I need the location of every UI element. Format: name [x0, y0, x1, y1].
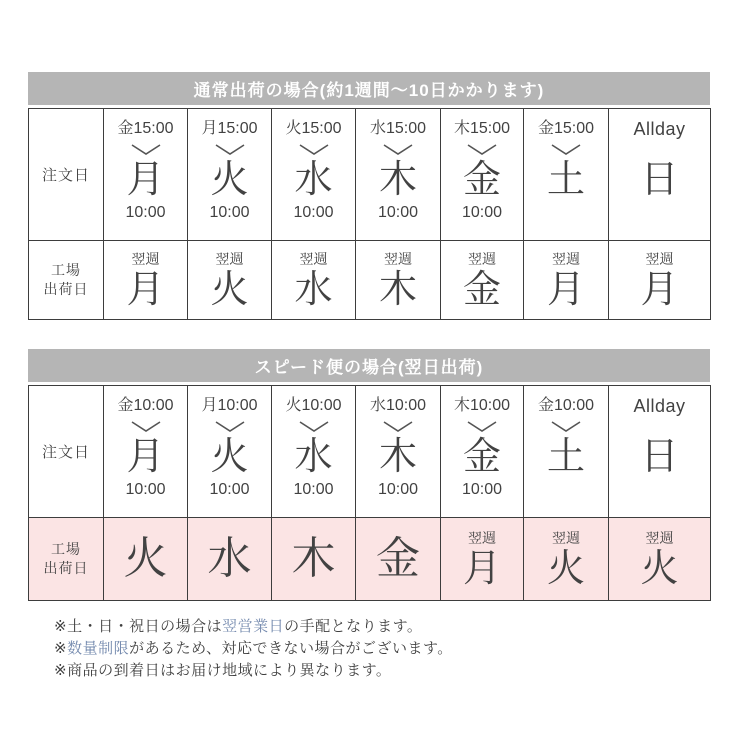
ship-date-cell [104, 241, 188, 320]
cutoff-time: 金10:00 [537, 397, 595, 414]
express-shipping-section [28, 349, 710, 601]
factory-ship-row-label: 工場 出荷日 [29, 241, 104, 320]
express-shipping-header [28, 349, 710, 382]
ship-day: 火 [210, 268, 249, 311]
chevron-down-icon [467, 421, 497, 432]
ship-day: 月 [546, 268, 585, 311]
next-week-label: 翌週 [468, 250, 496, 267]
ship-date-cell [609, 241, 711, 320]
ship-day: 火 [123, 534, 168, 583]
chevron-down-icon [131, 421, 161, 432]
next-week-label: 翌週 [131, 250, 160, 267]
ship-day: 水 [294, 268, 333, 311]
ship-date-cell [441, 241, 524, 320]
cutoff-time: 月15:00 [201, 120, 258, 137]
express-shipping-table [28, 385, 711, 601]
cutoff-time: 水15:00 [369, 120, 427, 137]
order-date-cell [441, 386, 524, 518]
normal-shipping-header [28, 72, 710, 105]
ship-date-cell [609, 518, 711, 601]
ship-day: 火 [546, 547, 585, 590]
allday-label: Allday [633, 119, 686, 139]
order-date-cell [441, 109, 524, 241]
next-week-label: 翌週 [645, 529, 674, 546]
order-day: 日 [640, 436, 679, 478]
order-time: 10:00 [461, 204, 503, 221]
next-week-label: 翌週 [552, 250, 580, 267]
order-time: 10:00 [209, 204, 250, 221]
next-week-label: 翌週 [299, 250, 328, 267]
order-date-cell [356, 386, 441, 518]
ship-day: 月 [640, 268, 679, 311]
chevron-down-icon [299, 144, 329, 155]
order-date-cell [272, 109, 356, 241]
order-date-cell [188, 109, 272, 241]
chevron-down-icon [383, 421, 413, 432]
ship-date-cell [188, 518, 272, 601]
normal-shipping-title: 通常出荷の場合(約1週間〜10日かかります) [193, 81, 545, 100]
order-time: 10:00 [293, 481, 334, 498]
order-day: 木 [378, 436, 417, 478]
cutoff-time: 木15:00 [453, 120, 511, 137]
order-date-row-label: 注文日 [29, 386, 104, 518]
order-day: 月 [126, 436, 165, 478]
chevron-down-icon [215, 421, 245, 432]
cutoff-time: 火10:00 [285, 397, 342, 414]
order-date-cell [188, 386, 272, 518]
ship-date-cell [524, 518, 609, 601]
footnote-line-2: ※数量制限があるため、対応できない場合がございます。 [54, 640, 453, 657]
order-time: 10:00 [125, 481, 166, 498]
ship-date-cell [441, 518, 524, 601]
order-time: 10:00 [293, 204, 334, 221]
ship-date-cell [272, 241, 356, 320]
order-day: 土 [546, 159, 585, 201]
ship-day: 水 [207, 534, 252, 583]
chevron-down-icon [383, 144, 413, 155]
order-day: 水 [294, 159, 333, 201]
footnotes [54, 616, 710, 682]
ship-day: 木 [291, 534, 336, 583]
order-time: 10:00 [209, 481, 250, 498]
order-day: 火 [210, 159, 249, 201]
ship-day: 木 [378, 268, 417, 311]
normal-shipping-section [28, 72, 710, 320]
next-week-label: 翌週 [552, 529, 580, 546]
order-date-cell [356, 109, 441, 241]
footnote-line-3: ※商品の到着日はお届け地域により異なります。 [54, 662, 392, 679]
order-date-cell [104, 386, 188, 518]
order-day: 金 [462, 159, 501, 201]
cutoff-time: 木10:00 [453, 397, 511, 414]
express-ship-row [29, 518, 711, 601]
footnote-line-1: ※土・日・祝日の場合は翌営業日の手配となります。 [54, 618, 423, 635]
factory-ship-row-label: 工場 出荷日 [29, 518, 104, 601]
order-date-cell-allday [609, 386, 711, 518]
ship-date-cell [272, 518, 356, 601]
ship-date-cell [356, 241, 441, 320]
next-week-label: 翌週 [384, 250, 412, 267]
cutoff-time: 水10:00 [369, 397, 427, 414]
order-day: 月 [126, 159, 165, 201]
next-business-day-link[interactable]: 翌営業日 [222, 618, 285, 635]
quantity-limit-link[interactable]: 数量制限 [67, 640, 130, 657]
chevron-down-icon [467, 144, 497, 155]
chevron-down-icon [551, 421, 581, 432]
chevron-down-icon [215, 144, 245, 155]
cutoff-time: 月10:00 [201, 397, 258, 414]
order-date-row-label: 注文日 [29, 109, 104, 241]
ship-date-cell [188, 241, 272, 320]
cutoff-time: 金10:00 [117, 397, 174, 414]
ship-date-cell [524, 241, 609, 320]
allday-label: Allday [633, 396, 686, 416]
express-shipping-title: スピード便の場合(翌日出荷) [254, 358, 484, 377]
order-date-cell-allday [609, 109, 711, 241]
chevron-down-icon [299, 421, 329, 432]
chevron-down-icon [551, 144, 581, 155]
order-date-cell [524, 386, 609, 518]
cutoff-time: 火15:00 [285, 120, 342, 137]
order-time: 10:00 [125, 204, 166, 221]
ship-day: 火 [640, 547, 679, 590]
express-order-row [29, 386, 711, 518]
section-gap [28, 320, 710, 349]
normal-shipping-table [28, 108, 711, 320]
ship-date-cell [356, 518, 441, 601]
next-week-label: 翌週 [468, 529, 496, 546]
order-time: 10:00 [377, 481, 419, 498]
normal-order-row [29, 109, 711, 241]
ship-date-cell [104, 518, 188, 601]
order-day: 火 [210, 436, 249, 478]
ship-day: 金 [376, 534, 420, 583]
ship-day: 月 [462, 547, 501, 590]
normal-ship-row [29, 241, 711, 320]
order-day: 土 [546, 436, 585, 478]
order-time: 10:00 [461, 481, 503, 498]
cutoff-time: 金15:00 [537, 120, 595, 137]
cutoff-time: 金15:00 [117, 120, 174, 137]
chevron-down-icon [131, 144, 161, 155]
next-week-label: 翌週 [215, 250, 244, 267]
order-day: 金 [462, 436, 501, 478]
order-day: 木 [378, 159, 417, 201]
order-date-cell [104, 109, 188, 241]
next-week-label: 翌週 [645, 250, 674, 267]
ship-day: 月 [126, 268, 165, 311]
order-day: 日 [640, 159, 679, 201]
ship-day: 金 [462, 268, 501, 311]
order-time: 10:00 [377, 204, 419, 221]
order-day: 水 [294, 436, 333, 478]
order-date-cell [524, 109, 609, 241]
order-date-cell [272, 386, 356, 518]
